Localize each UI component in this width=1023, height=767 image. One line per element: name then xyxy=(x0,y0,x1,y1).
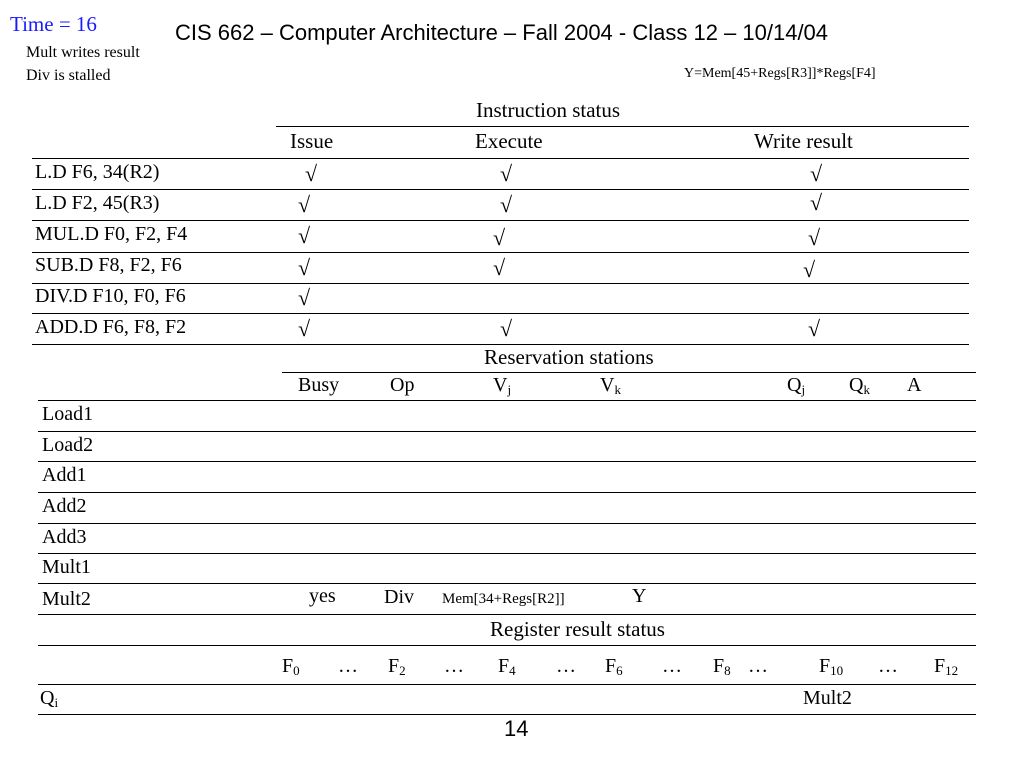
divider xyxy=(32,189,969,190)
divider xyxy=(38,492,976,493)
divider xyxy=(38,523,976,524)
reg-f2 xyxy=(388,655,406,679)
col-qj-base: Q xyxy=(787,374,802,396)
col-vj-base: V xyxy=(493,374,508,396)
qi-sub: i xyxy=(54,695,59,710)
rs-name-load2: Load2 xyxy=(42,434,94,456)
reg-f6 xyxy=(605,655,623,679)
write-check: √ xyxy=(803,257,816,282)
reg-f12 xyxy=(934,655,958,679)
issue-check: √ xyxy=(305,161,318,186)
divider xyxy=(38,431,976,432)
divider xyxy=(32,252,969,253)
ellipsis: … xyxy=(556,655,576,677)
issue-check: √ xyxy=(298,255,311,280)
reg-f8-base: F xyxy=(713,655,725,677)
instruction-name: SUB.D F8, F2, F6 xyxy=(35,254,182,276)
divider xyxy=(38,400,976,401)
col-op: Op xyxy=(390,374,415,396)
rs-name-mult1: Mult1 xyxy=(42,556,91,578)
note-div-stalled: Div is stalled xyxy=(26,67,111,84)
page-number: 14 xyxy=(504,716,529,741)
write-check: √ xyxy=(810,161,823,186)
divider xyxy=(38,714,976,715)
col-qk-sub: k xyxy=(863,382,870,397)
divider xyxy=(38,684,976,685)
reg-f0 xyxy=(282,655,300,679)
instruction-name: DIV.D F10, F0, F6 xyxy=(35,285,186,307)
rs-mult2-op: Div xyxy=(384,586,414,608)
divider xyxy=(282,372,976,373)
ellipsis: … xyxy=(662,655,682,677)
execute-check: √ xyxy=(493,225,506,250)
col-vj-sub: j xyxy=(507,382,512,397)
reg-f10-sub: 10 xyxy=(830,663,844,678)
ellipsis: … xyxy=(748,655,768,677)
col-busy: Busy xyxy=(298,374,340,396)
rs-name-add2: Add2 xyxy=(42,495,87,517)
reg-f4-base: F xyxy=(498,655,510,677)
divider xyxy=(32,220,969,221)
write-check: √ xyxy=(808,225,821,250)
rs-name-load1: Load1 xyxy=(42,403,94,425)
divider xyxy=(32,283,969,284)
reg-f8 xyxy=(713,655,731,679)
col-write-result: Write result xyxy=(754,129,853,153)
ellipsis: … xyxy=(338,655,358,677)
divider xyxy=(38,461,976,462)
col-qk-base: Q xyxy=(849,374,864,396)
ellipsis: … xyxy=(444,655,464,677)
reg-f6-base: F xyxy=(605,655,617,677)
issue-check: √ xyxy=(298,192,311,217)
register-status-heading: Register result status xyxy=(490,617,665,641)
reservation-stations-heading: Reservation stations xyxy=(484,345,654,369)
reg-f2-sub: 2 xyxy=(399,663,406,678)
col-a: A xyxy=(907,374,922,396)
rs-mult2-vj: Mem[34+Regs[R2]] xyxy=(442,591,565,607)
write-check: √ xyxy=(810,190,823,215)
divider xyxy=(32,158,969,159)
f10-status-value: Mult2 xyxy=(803,687,852,709)
divider xyxy=(38,583,976,584)
col-vk-base: V xyxy=(600,374,615,396)
slide-title: CIS 662 – Computer Architecture – Fall 2004 - Class 12 – 10/14/04 xyxy=(175,20,829,45)
issue-check: √ xyxy=(298,316,311,341)
reg-f2-base: F xyxy=(388,655,400,677)
col-qk xyxy=(849,374,870,398)
reg-f0-sub: 0 xyxy=(293,663,300,678)
reg-f4 xyxy=(498,655,516,679)
reg-f4-sub: 4 xyxy=(509,663,516,678)
write-check: √ xyxy=(808,316,821,341)
rs-mult2-busy: yes xyxy=(309,585,336,607)
divider xyxy=(38,645,976,646)
reg-f12-sub: 12 xyxy=(945,663,959,678)
col-vk xyxy=(600,374,621,398)
qi-base: Q xyxy=(40,687,55,709)
col-issue: Issue xyxy=(290,129,334,153)
col-vj xyxy=(493,374,511,398)
divider xyxy=(276,126,969,127)
reg-f0-base: F xyxy=(282,655,294,677)
instruction-name: ADD.D F6, F8, F2 xyxy=(35,316,187,338)
divider xyxy=(38,614,976,615)
rs-name-mult2: Mult2 xyxy=(42,588,91,610)
divider xyxy=(38,553,976,554)
formula: Y=Mem[45+Regs[R3]]*Regs[F4] xyxy=(684,66,876,81)
reg-f12-base: F xyxy=(934,655,946,677)
issue-check: √ xyxy=(298,285,311,310)
reg-f6-sub: 6 xyxy=(616,663,623,678)
rs-name-add3: Add3 xyxy=(42,526,87,548)
qi-label xyxy=(40,687,58,711)
instruction-name: MUL.D F0, F2, F4 xyxy=(35,223,188,245)
instruction-status-heading: Instruction status xyxy=(476,98,621,122)
execute-check: √ xyxy=(500,316,513,341)
col-execute: Execute xyxy=(475,129,543,153)
execute-check: √ xyxy=(500,192,513,217)
ellipsis: … xyxy=(878,655,898,677)
rs-mult2-vk: Y xyxy=(632,585,647,607)
col-qj-sub: j xyxy=(801,382,806,397)
instruction-name: L.D F2, 45(R3) xyxy=(35,192,160,214)
divider xyxy=(32,313,969,314)
reg-f10 xyxy=(819,655,843,679)
instruction-name: L.D F6, 34(R2) xyxy=(35,161,160,183)
execute-check: √ xyxy=(493,255,506,280)
reg-f10-base: F xyxy=(819,655,831,677)
note-mult-writes: Mult writes result xyxy=(26,44,140,61)
time-label: Time = 16 xyxy=(10,12,97,36)
issue-check: √ xyxy=(298,223,311,248)
col-vk-sub: k xyxy=(614,382,621,397)
execute-check: √ xyxy=(500,161,513,186)
col-qj xyxy=(787,374,805,398)
rs-name-add1: Add1 xyxy=(42,464,87,486)
reg-f8-sub: 8 xyxy=(724,663,731,678)
